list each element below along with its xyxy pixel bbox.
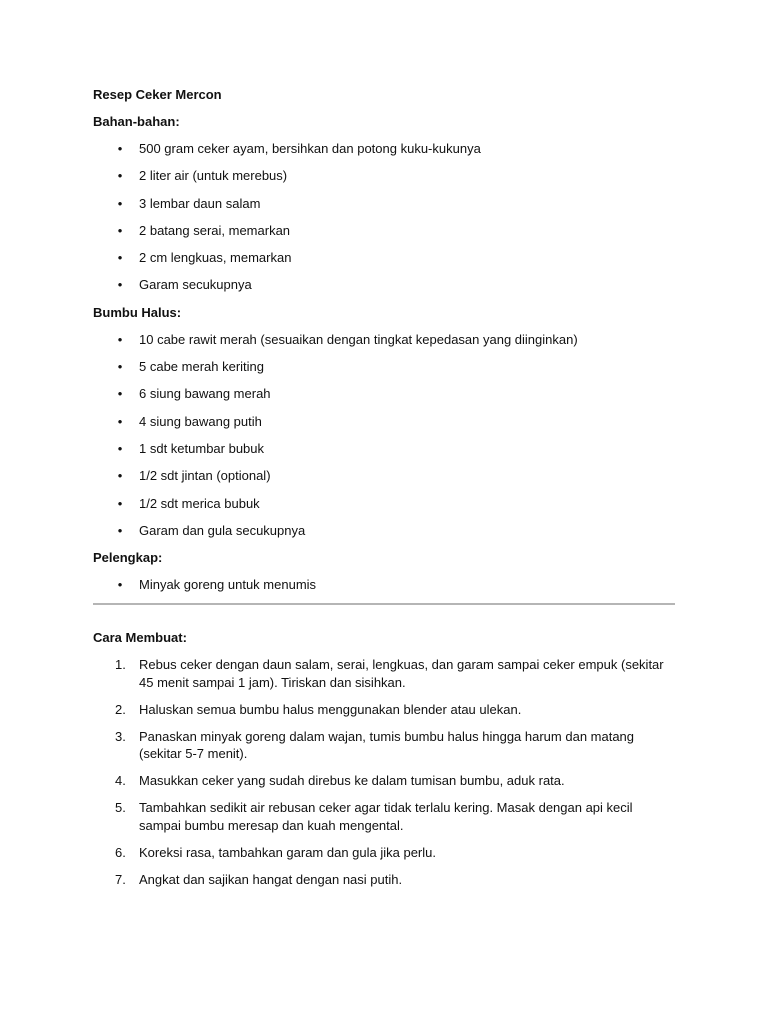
bullet-icon: • bbox=[117, 331, 123, 347]
list-item: 4. Masukkan ceker yang sudah direbus ke dalam tumisan bumbu, aduk rata. bbox=[115, 773, 565, 789]
list-item: • 2 cm lengkuas, memarkan bbox=[93, 249, 675, 267]
list-item: • 2 liter air (untuk merebus) bbox=[93, 167, 675, 185]
bullet-icon: • bbox=[117, 359, 123, 375]
bullet-icon: • bbox=[117, 277, 123, 293]
step-number: 5. bbox=[115, 800, 126, 816]
bullet-icon: • bbox=[117, 222, 123, 238]
list-item: 6. Koreksi rasa, tambahkan garam dan gula jika perlu. bbox=[115, 844, 436, 860]
bullet-icon: • bbox=[117, 250, 123, 266]
recipe-title: Resep Ceker Mercon bbox=[93, 87, 222, 102]
list-item: • 500 gram ceker ayam, bersihkan dan potong kuku-kukunya bbox=[93, 140, 675, 158]
bahan-heading: Bahan-bahan: bbox=[93, 114, 180, 129]
list-item: • 1/2 sdt merica bubuk bbox=[93, 495, 675, 513]
list-item: • 6 siung bawang merah bbox=[93, 385, 675, 403]
bullet-icon: • bbox=[117, 386, 123, 402]
bahan-list bbox=[93, 140, 675, 294]
bullet-icon: • bbox=[117, 522, 123, 538]
list-item: • Garam dan gula secukupnya bbox=[93, 522, 675, 540]
list-item: 5. Tambahkan sedikit air rebusan ceker agar tidak terlalu kering. Masak dengan api kecil sampai bumbu meresap dan kuah mengental. bbox=[115, 800, 633, 833]
cara-heading: Cara Membuat: bbox=[93, 630, 187, 646]
list-item: • 1 sdt ketumbar bubuk bbox=[93, 440, 675, 458]
list-item: • Garam secukupnya bbox=[93, 276, 675, 294]
bullet-icon: • bbox=[117, 577, 123, 593]
bullet-icon: • bbox=[117, 468, 123, 484]
list-item: • 2 batang serai, memarkan bbox=[93, 222, 675, 240]
list-item: 2. Haluskan semua bumbu halus menggunakan blender atau ulekan. bbox=[115, 701, 522, 717]
pelengkap-list bbox=[93, 576, 675, 594]
document-page bbox=[93, 86, 675, 898]
bullet-icon: • bbox=[117, 168, 123, 184]
list-item: • 3 lembar daun salam bbox=[93, 195, 675, 213]
list-item: 7. Angkat dan sajikan hangat dengan nasi putih. bbox=[115, 871, 403, 887]
list-item: • Minyak goreng untuk menumis bbox=[93, 576, 675, 594]
step-number: 2. bbox=[115, 701, 126, 717]
list-item: • 1/2 sdt jintan (optional) bbox=[93, 467, 675, 485]
step-number: 7. bbox=[115, 871, 126, 887]
bullet-icon: • bbox=[117, 141, 123, 156]
horizontal-divider bbox=[93, 603, 675, 605]
step-number: 1. bbox=[115, 657, 126, 673]
bumbu-heading: Bumbu Halus: bbox=[93, 304, 182, 320]
step-number: 4. bbox=[115, 773, 126, 789]
list-item: 1. Rebus ceker dengan daun salam, serai, lengkuas, dan garam sampai ceker empuk (sekitar 45 menit sampai 1 jam). Tiriskan dan sisihkan. bbox=[115, 657, 664, 690]
cara-steps-list bbox=[93, 656, 675, 888]
bumbu-list bbox=[93, 331, 675, 540]
list-item: 3. Panaskan minyak goreng dalam wajan, tumis bumbu halus hingga harum dan matang (sekitar 5-7 menit). bbox=[115, 728, 635, 762]
bullet-icon: • bbox=[117, 413, 123, 429]
step-number: 6. bbox=[115, 844, 126, 860]
bullet-icon: • bbox=[117, 195, 123, 211]
list-item: • 10 cabe rawit merah (sesuaikan dengan tingkat kepedasan yang diinginkan) bbox=[93, 331, 675, 349]
list-item: • 4 siung bawang putih bbox=[93, 413, 675, 431]
list-item: • 5 cabe merah keriting bbox=[93, 358, 675, 376]
pelengkap-heading: Pelengkap: bbox=[93, 550, 163, 566]
step-number: 3. bbox=[115, 728, 126, 744]
bullet-icon: • bbox=[117, 495, 123, 511]
bullet-icon: • bbox=[117, 440, 123, 456]
